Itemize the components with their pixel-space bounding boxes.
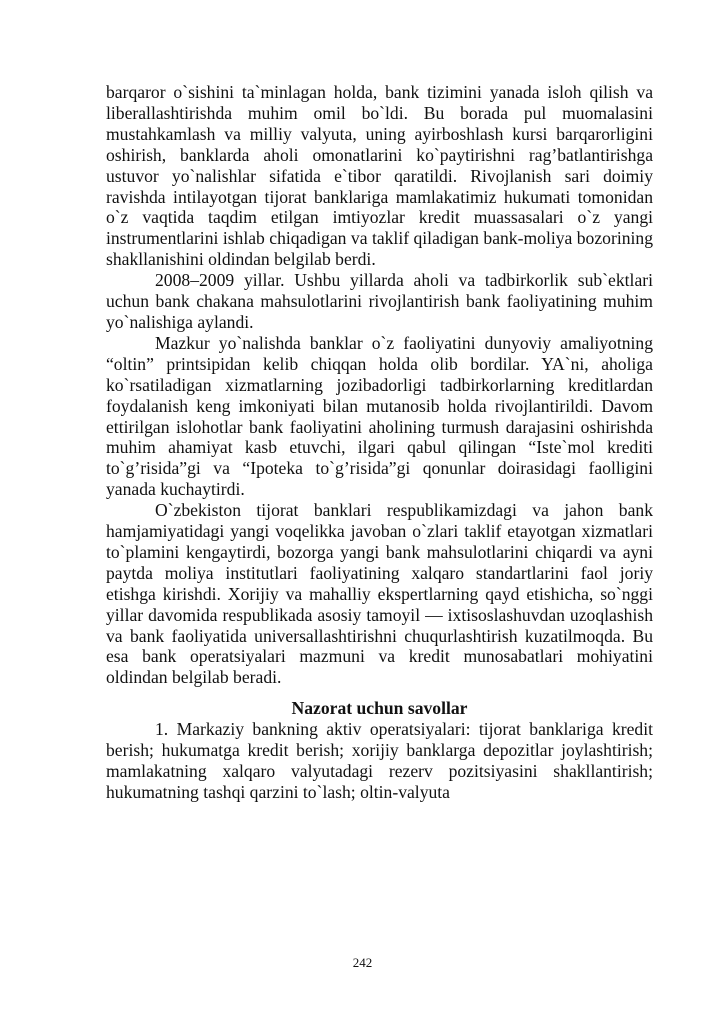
section-heading: Nazorat uchun savollar	[291, 698, 468, 719]
body-paragraph-uzbekistan-banks: O`zbekiston tijorat banklari respublikamizdagi va jahon bank hamjamiyatidagi yangi voqelikka javoban o`zlari taklif etayotgan xizmatlari to`plamini kengaytirdi, bozorga yangi bank mahsulotlarini chiqardi va ayni paytda moliya institutlari faoliyatining xalqaro standartlarini faol joriy etishga kirishdi. Xorijiy va mahalliy ekspertlarning qayd etishicha, so`nggi yillar davomida respublikada asosiy tamoyil — ixtisoslashuvdan uzoqlashish va bank faoliyatida universallashtirishni chuqurlashtirish kuzatilmoqda. Bu esa bank operatsiyalari mazmuni va kredit munosabatlari mohiyatini oldindan belgilab beradi.	[106, 500, 653, 688]
body-paragraph-2008-2009: 2008–2009 yillar. Ushbu yillarda aholi va tadbirkorlik sub`ektlari uchun bank chakana mahsulotlarini rivojlantirish bank faoliyatining muhim yo`nalishiga aylandi.	[106, 270, 653, 332]
body-paragraph-golden-principle: Mazkur yo`nalishda banklar o`z faoliyatini dunyoviy amaliyotning “oltin” printsipidan kelib chiqqan holda olib bordilar. YA`ni, aholiga ko`rsatiladigan xizmatlarning jozibadorligi tadbirkorlarning kreditlardan foydalanish keng imkoniyati bilan mutanosib holda rivojlantirildi. Davom ettirilgan islohotlar bank faoliyatini aholining turmush darajasini oshirishda muhim ahamiyat kasb etuvchi, ilgari qabul qilingan “Iste`mol krediti to`g’risida”gi va “Ipoteka to`g’risida”gi qonunlar doirasidagi faolligini yanada kuchaytirdi.	[106, 332, 653, 500]
body-paragraph-continued: barqaror o`sishini ta`minlagan holda, bank tizimini yanada isloh qilish va liberallashtirishda muhim omil bo`ldi. Bu borada pul muomalasini mustahkamlash va milliy valyuta, uning ayirboshlash kursi barqarorligini oshirish, banklarda aholi omonatlarini ko`paytirishni rag’batlantirishga ustuvor yo`nalishlar sifatida e`tibor qaratildi. Rivojlanish sari doimiy ravishda intilayotgan tijorat banklariga mamlakatimiz hukumati tomonidan o`z vaqtida taqdim etilgan imtiyozlar kredit muassasalari o`z yangi instrumentlarini ishlab chiqadigan va taklif qiladigan bank-moliya bozorining shakllanishini oldindan belgilab berdi.	[106, 82, 653, 270]
question-item: 1. Markaziy bankning aktiv operatsiyalari: tijorat banklariga kredit berish; hukumatga kredit berish; xorijiy banklarga depozitlar joylashtirish; mamlakatning xalqaro valyutadagi rezerv pozitsiyasini shakllantirish; hukumatning tashqi qarzini to`lash; oltin-valyuta	[106, 719, 653, 802]
page-number: 242	[352, 955, 373, 970]
page-content	[106, 82, 653, 803]
